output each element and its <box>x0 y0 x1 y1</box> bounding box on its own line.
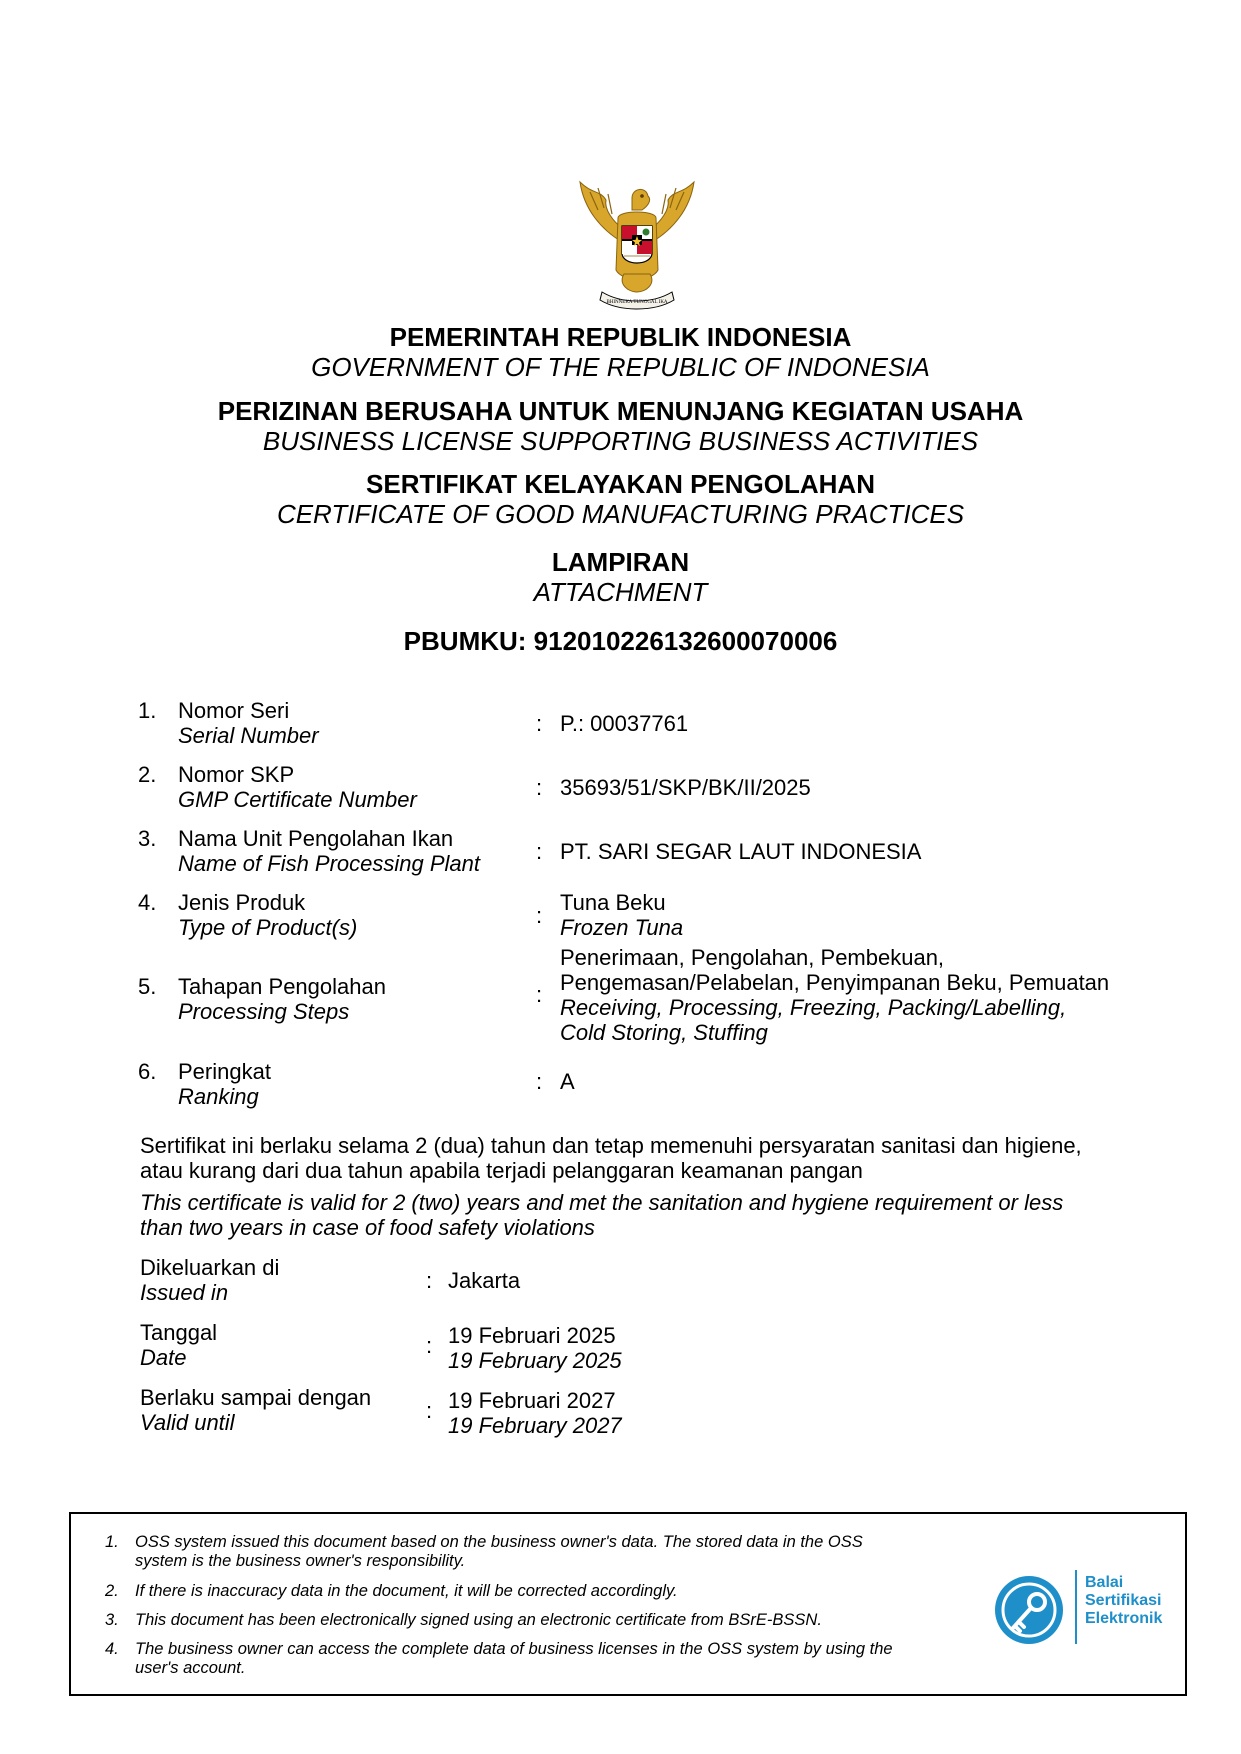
footer-note-number: 2. <box>105 1582 119 1600</box>
item-number: 5. <box>138 974 157 999</box>
footer-note-line1: OSS system issued this document based on the business owner's data. The stored data in the OSS <box>135 1533 863 1551</box>
issued-in-label-en: Issued in <box>140 1280 229 1305</box>
pbumku-number: PBUMKU: 912010226132600070006 <box>403 626 838 656</box>
item-number: 3. <box>138 826 157 851</box>
date-colon: : <box>426 1333 433 1358</box>
item-colon: : <box>536 711 543 736</box>
footer-note-number: 1. <box>105 1533 119 1551</box>
item-label <box>178 890 357 940</box>
item-value <box>560 945 1109 1045</box>
certificate-title-en: CERTIFICATE OF GOOD MANUFACTURING PRACTICES <box>276 499 965 529</box>
validity-en-line2: than two years in case of food safety violations <box>140 1215 595 1240</box>
issued-in-label <box>140 1255 279 1305</box>
item-value <box>560 890 683 940</box>
validity-en-line1: This certificate is valid for 2 (two) years and met the sanitation and hygiene requirement or less <box>140 1190 1064 1215</box>
footer-note-line1: The business owner can access the complete data of business licenses in the OSS system by using the <box>135 1640 893 1658</box>
issued-in-colon: : <box>426 1268 433 1293</box>
footer-note-number: 4. <box>105 1640 119 1658</box>
footer-notes-box <box>69 1512 1187 1696</box>
item-number: 6. <box>138 1059 157 1084</box>
validity-statement-en <box>140 1190 1140 1240</box>
date-value <box>448 1323 622 1373</box>
valid-until-colon: : <box>426 1398 433 1423</box>
item-value-id: Tuna Beku <box>560 890 666 915</box>
issued-in-label-id: Dikeluarkan di <box>140 1255 280 1280</box>
bsre-line1: Balai <box>1085 1574 1124 1591</box>
bsre-line3: Elektronik <box>1085 1610 1163 1627</box>
valid-until-value <box>448 1388 622 1438</box>
svg-text:BHINNEKA TUNGGAL IKA: BHINNEKA TUNGGAL IKA <box>606 300 668 305</box>
item-number: 2. <box>138 762 157 787</box>
item-colon: : <box>536 839 543 864</box>
footer-note-line2: system is the business owner's responsibility. <box>135 1552 466 1570</box>
item-number: 1. <box>138 698 157 723</box>
validity-id-line1: Sertifikat ini berlaku selama 2 (dua) tahun dan tetap memenuhi persyaratan sanitasi dan higiene, <box>140 1133 1082 1158</box>
item-label <box>178 762 417 812</box>
item-value-en-line1: Receiving, Processing, Freezing, Packing/Labelling, <box>560 995 1067 1020</box>
item-label <box>178 698 319 748</box>
item-label-en: Ranking <box>178 1084 259 1109</box>
item-label <box>178 826 480 876</box>
license-title-en: BUSINESS LICENSE SUPPORTING BUSINESS ACTIVITIES <box>262 426 979 456</box>
date-label-id: Tanggal <box>140 1320 218 1345</box>
item-label-en: GMP Certificate Number <box>178 787 417 812</box>
footer-note-text <box>135 1533 985 1571</box>
license-heading <box>0 396 1241 456</box>
attachment-title-en: ATTACHMENT <box>533 577 708 607</box>
valid-until-value-en: 19 February 2027 <box>448 1413 622 1438</box>
bsre-divider <box>1075 1570 1077 1644</box>
valid-until-label-en: Valid until <box>140 1410 235 1435</box>
bsre-line2: Sertifikasi <box>1085 1592 1162 1609</box>
item-label-en: Name of Fish Processing Plant <box>178 851 481 876</box>
footer-note-text: This document has been electronically signed using an electronic certificate from BSrE-BSSN. <box>135 1611 822 1629</box>
date-value-en: 19 February 2025 <box>448 1348 622 1373</box>
date-value-id: 19 Februari 2025 <box>448 1323 616 1348</box>
certificate-title-id: SERTIFIKAT KELAYAKAN PENGOLAHAN <box>366 469 875 499</box>
date-label-en: Date <box>140 1345 187 1370</box>
item-label-en: Type of Product(s) <box>178 915 358 940</box>
footer-note-number: 3. <box>105 1611 119 1629</box>
footer-note-text: If there is inaccuracy data in the document, it will be corrected accordingly. <box>135 1582 678 1600</box>
attachment-heading <box>0 547 1241 607</box>
item-colon: : <box>536 1069 543 1094</box>
date-label <box>140 1320 217 1370</box>
bsre-logo-icon <box>993 1572 1069 1648</box>
government-heading <box>0 322 1241 382</box>
item-label-id: Tahapan Pengolahan <box>178 974 386 999</box>
item-colon: : <box>536 982 543 1007</box>
validity-id-line2: atau kurang dari dua tahun apabila terjadi pelanggaran keamanan pangan <box>140 1158 863 1183</box>
government-title-id: PEMERINTAH REPUBLIK INDONESIA <box>389 322 852 352</box>
item-value-en: Frozen Tuna <box>560 915 684 940</box>
government-title-en: GOVERNMENT OF THE REPUBLIC OF INDONESIA <box>311 352 930 382</box>
item-number: 4. <box>138 890 157 915</box>
bsre-logo-text <box>1085 1574 1162 1628</box>
certificate-heading <box>0 469 1241 529</box>
item-label-en: Processing Steps <box>178 999 350 1024</box>
item-label-id: Peringkat <box>178 1059 271 1084</box>
item-label-en: Serial Number <box>178 723 319 748</box>
validity-statement-id <box>140 1133 1140 1183</box>
attachment-title-id: LAMPIRAN <box>551 547 690 577</box>
item-value-id-line1: Penerimaan, Pengolahan, Pembekuan, <box>560 945 945 970</box>
item-value: 35693/51/SKP/BK/II/2025 <box>560 775 811 800</box>
issued-in-value: Jakarta <box>448 1268 521 1293</box>
item-label <box>178 974 386 1024</box>
valid-until-label <box>140 1385 371 1435</box>
valid-until-value-id: 19 Februari 2027 <box>448 1388 616 1413</box>
item-label-id: Nama Unit Pengolahan Ikan <box>178 826 454 851</box>
license-title-id: PERIZINAN BERUSAHA UNTUK MENUNJANG KEGIATAN USAHA <box>217 396 1024 426</box>
footer-note-line2: user's account. <box>135 1659 246 1677</box>
item-label-id: Nomor Seri <box>178 698 290 723</box>
item-value: PT. SARI SEGAR LAUT INDONESIA <box>560 839 922 864</box>
item-value-id-line2: Pengemasan/Pelabelan, Penyimpanan Beku, Pemuatan <box>560 970 1110 995</box>
item-value-en-line2: Cold Storing, Stuffing <box>560 1020 768 1045</box>
item-colon: : <box>536 775 543 800</box>
item-value: A <box>560 1069 575 1094</box>
item-label-id: Nomor SKP <box>178 762 295 787</box>
item-colon: : <box>536 903 543 928</box>
item-label-id: Jenis Produk <box>178 890 306 915</box>
valid-until-label-id: Berlaku sampai dengan <box>140 1385 372 1410</box>
footer-note-text <box>135 1640 985 1678</box>
garuda-pancasila-emblem <box>562 170 712 320</box>
item-label <box>178 1059 271 1109</box>
item-value: P.: 00037761 <box>560 711 689 736</box>
